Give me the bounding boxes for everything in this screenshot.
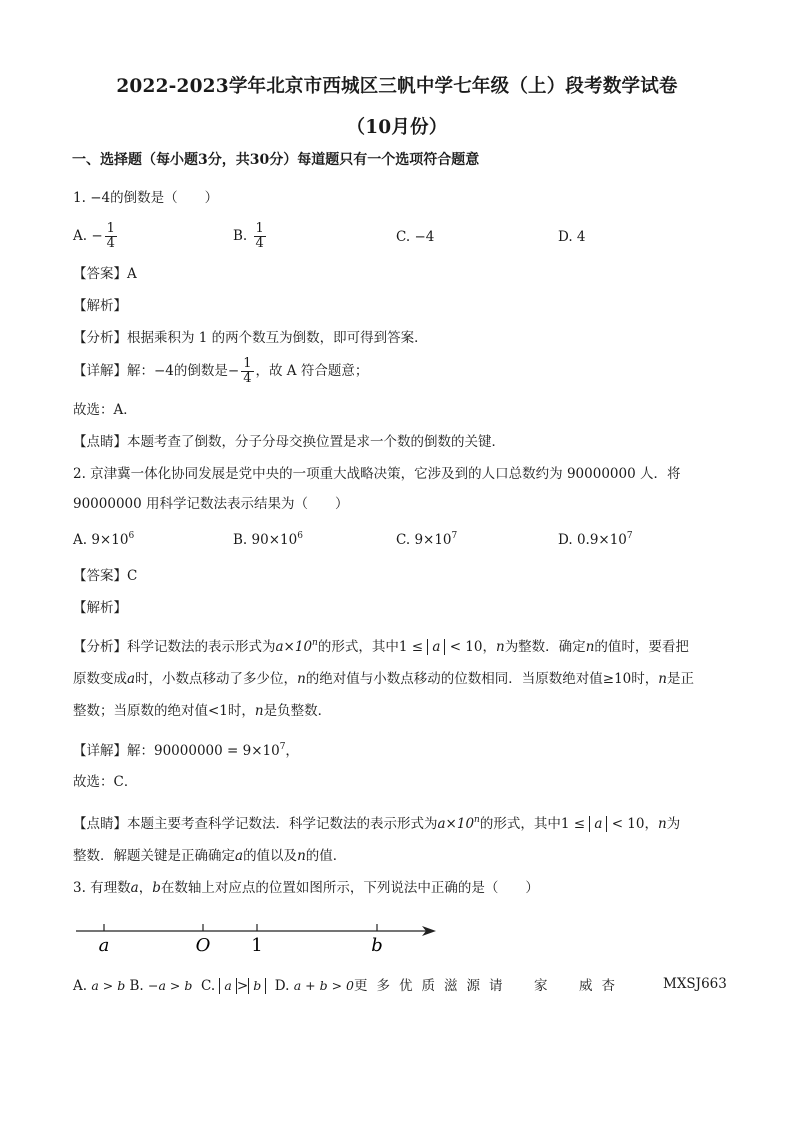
q2-option-d: D. $0.9\times 10^7$ [558,531,633,548]
q2-option-a: A. $9\times 10^6$ [73,531,135,548]
q3-stem: 3. 有理数a，b在数轴上对应点的位置如图所示，下列说法中正确的是（ ） [73,880,539,896]
watermark-text: 更多优质滋源请 家 威杏 [353,978,624,994]
fraction: $\frac{1}{4}$ [255,221,264,251]
q2-guxuan: 故选：C． [73,774,138,790]
q2-fenxi-line2: 原数变成a时，小数点移动了多少位，n的绝对值与小数点移动的位数相同．当原数绝对值≥10时，n是正 [73,671,694,687]
q1-dianjing: 【点睛】本题考查了倒数，分子分母交换位置是求一个数的倒数的关键． [73,434,505,450]
section-heading: 一、选择题（每小题3分，共30分）每道题只有一个选项符合题意 [72,152,480,168]
q2-dianjing-line1: 【点睛】本题主要考查科学记数法．科学记数法的表示形式为$a\times 10^n$的形式，其中1 ≤ a < 10，n为 [73,815,681,832]
fraction: $\frac{1}{4}$ [243,356,252,386]
q2-fenxi-line3: 整数；当原数的绝对值<1时，n是负整数． [73,703,332,719]
label-1: 1 [251,935,263,956]
q1-option-d: D. 4 [558,229,586,245]
label-o: O [195,935,211,956]
q1-guxuan: 故选：A． [73,402,137,418]
number-line-diagram [70,914,450,958]
q2-answer: 【答案】C [73,568,138,584]
fraction: $\frac{1}{4}$ [106,221,115,251]
q2-option-c: C. $9\times 10^7$ [396,531,458,548]
label-a: a [98,935,110,956]
q1-fenxi: 【分析】根据乘积为 1 的两个数互为倒数，即可得到答案． [73,330,428,346]
q1-option-a: A. − $\frac{1}{4}$ [73,221,115,251]
q1-option-c: C. −4 [396,229,435,245]
q2-stem-line1: 2. 京津冀一体化协同发展是党中央的一项重大战略决策，它涉及到的人口总数约为 90000000 人．将 [73,466,681,482]
document-code: MXSJ663 [663,976,727,992]
q1-answer: 【答案】A [73,266,137,282]
q2-option-b: B. $90\times 10^6$ [233,531,303,548]
q1-xiangjie: 【详解】解：−4的倒数是− $\frac{1}{4}$ ，故 A 符合题意； [73,356,369,386]
q2-xiangjie: 【详解】解：$90000000 = 9\times 10^7$， [73,742,299,759]
q1-stem: 1. −4的倒数是（ ） [73,190,219,206]
q2-fenxi-line1: 【分析】科学记数法的表示形式为$a\times 10^n$的形式，其中1 ≤ a < 10，n为整数．确定n的值时，要看把 [73,638,689,655]
q1-option-b: B. $\frac{1}{4}$ [233,221,264,251]
label-b: b [371,935,383,956]
q2-dianjing-line2: 整数．解题关键是正确确定a的值以及n的值． [73,848,347,864]
q2-stem-line2: 90000000 用科学记数法表示结果为（ ） [73,496,349,512]
q3-options: A. a > b B. −a > b C. a > b D. a + b > 0更多优质滋源请 家 威杏 [73,978,624,994]
exam-subtitle: （10月份） [346,117,448,138]
exam-title: 2022-2023学年北京市西城区三帆中学七年级（上）段考数学试卷 [116,76,678,97]
q1-jiexi: 【解析】 [73,298,127,314]
q2-jiexi: 【解析】 [73,600,127,616]
